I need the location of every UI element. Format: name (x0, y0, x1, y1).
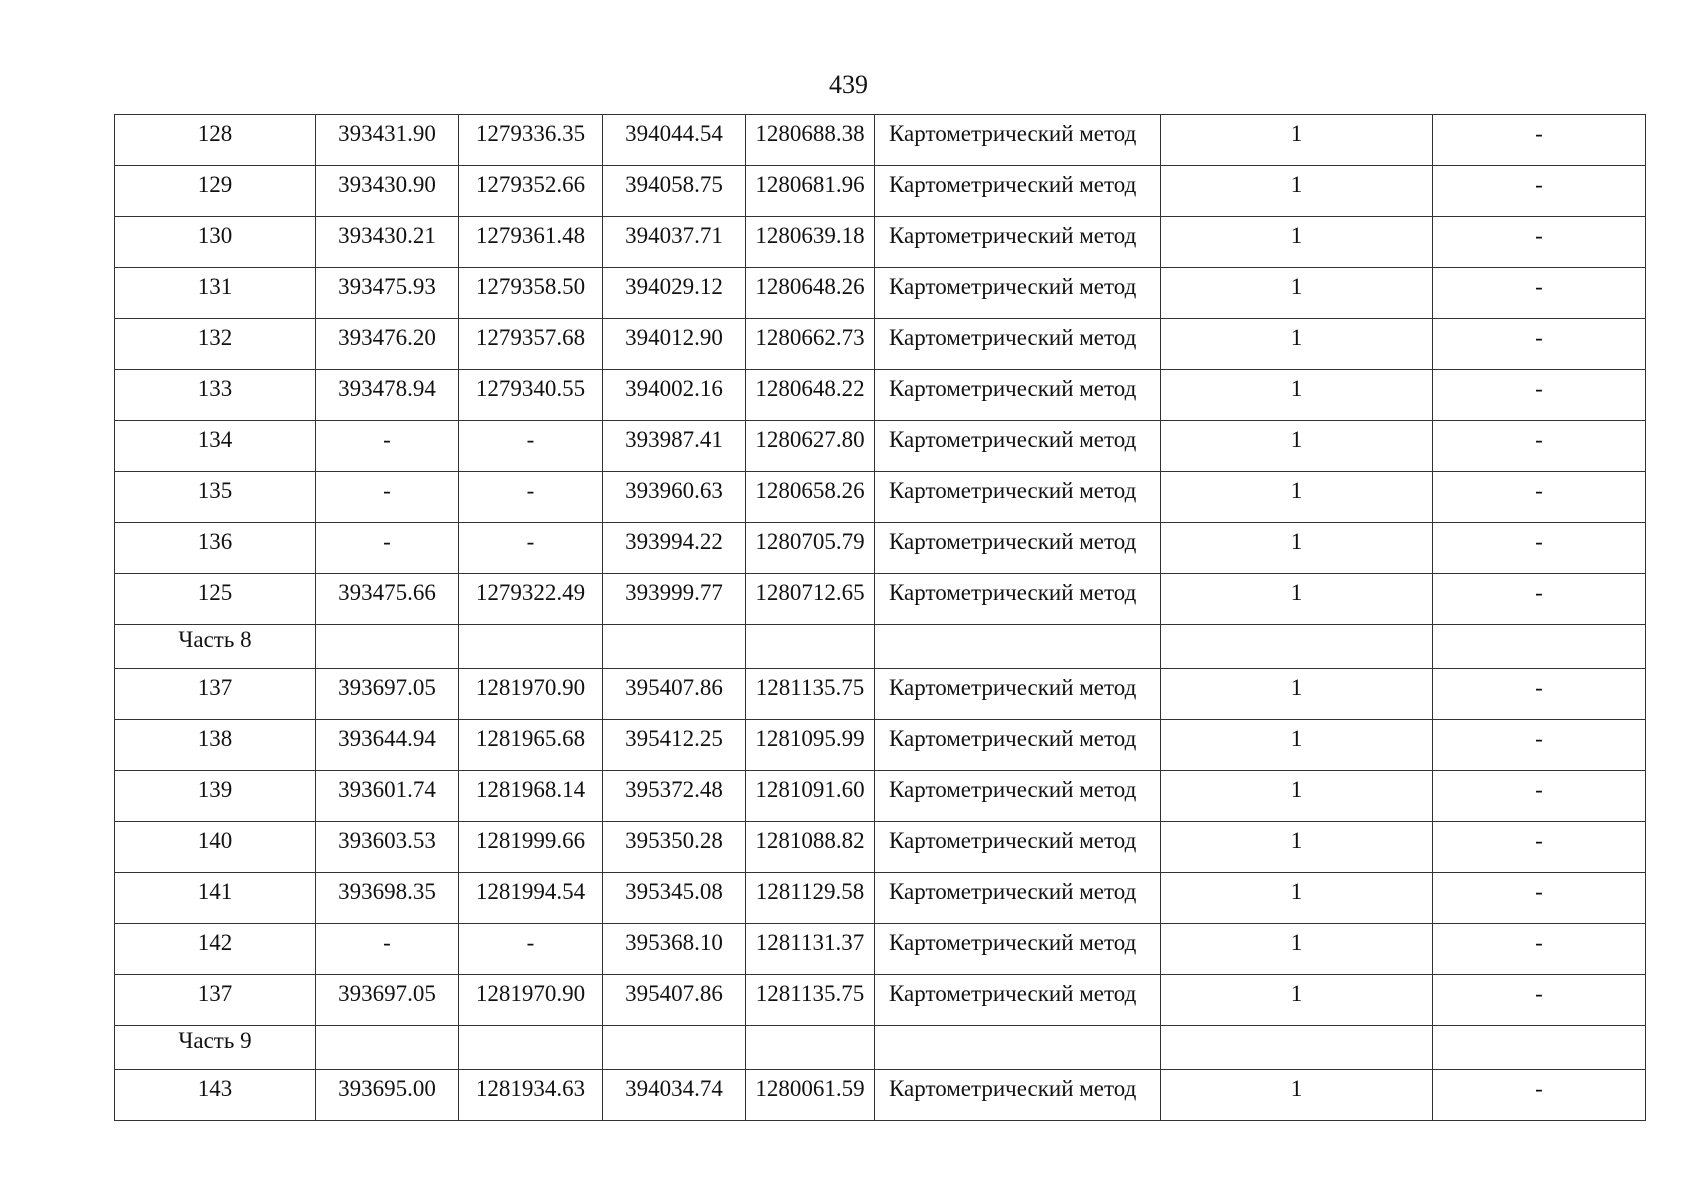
cell-accuracy: 1 (1161, 669, 1433, 720)
cell-method: Картометрический метод (875, 975, 1161, 1026)
cell-method: Картометрический метод (875, 771, 1161, 822)
cell-method: Картометрический метод (875, 924, 1161, 975)
cell-method: Картометрический метод (875, 1070, 1161, 1121)
cell-y-existing: 1281994.54 (459, 873, 603, 924)
cell-x-existing: - (316, 924, 459, 975)
cell-x-existing: - (316, 523, 459, 574)
table-row (115, 822, 1646, 873)
cell-x-new: 394012.90 (603, 319, 746, 370)
cell-method: Картометрический метод (875, 822, 1161, 873)
cell-y-new: 1281088.82 (746, 822, 875, 873)
cell-y-new: 1280627.80 (746, 421, 875, 472)
empty-cell (746, 625, 875, 669)
cell-accuracy: 1 (1161, 975, 1433, 1026)
cell-y-existing: 1279336.35 (459, 115, 603, 166)
cell-y-new: 1280688.38 (746, 115, 875, 166)
cell-point-number: 136 (115, 523, 316, 574)
cell-point-number: 143 (115, 1070, 316, 1121)
cell-method: Картометрический метод (875, 166, 1161, 217)
cell-y-new: 1281135.75 (746, 975, 875, 1026)
empty-cell (1433, 1026, 1646, 1070)
cell-note: - (1433, 319, 1646, 370)
cell-y-existing: 1279352.66 (459, 166, 603, 217)
table-row (115, 771, 1646, 822)
cell-y-new: 1280648.22 (746, 370, 875, 421)
cell-accuracy: 1 (1161, 523, 1433, 574)
cell-point-number: 135 (115, 472, 316, 523)
cell-x-new: 395345.08 (603, 873, 746, 924)
cell-note: - (1433, 1070, 1646, 1121)
table-row (115, 523, 1646, 574)
cell-y-existing: - (459, 924, 603, 975)
cell-accuracy: 1 (1161, 720, 1433, 771)
empty-cell (316, 625, 459, 669)
cell-note: - (1433, 268, 1646, 319)
cell-x-new: 394037.71 (603, 217, 746, 268)
cell-y-existing: 1279361.48 (459, 217, 603, 268)
cell-note: - (1433, 771, 1646, 822)
cell-accuracy: 1 (1161, 574, 1433, 625)
cell-point-number: 137 (115, 669, 316, 720)
coordinates-table (114, 114, 1646, 1121)
empty-cell (875, 1026, 1161, 1070)
section-row (115, 625, 1646, 669)
cell-x-existing: 393430.90 (316, 166, 459, 217)
cell-y-new: 1280662.73 (746, 319, 875, 370)
cell-method: Картометрический метод (875, 115, 1161, 166)
table-row (115, 217, 1646, 268)
cell-y-existing: 1281934.63 (459, 1070, 603, 1121)
cell-x-new: 394002.16 (603, 370, 746, 421)
section-label: Часть 8 (115, 625, 316, 669)
empty-cell (316, 1026, 459, 1070)
cell-point-number: 125 (115, 574, 316, 625)
cell-y-existing: - (459, 472, 603, 523)
cell-accuracy: 1 (1161, 771, 1433, 822)
cell-x-new: 394058.75 (603, 166, 746, 217)
table-row (115, 115, 1646, 166)
page-number: 439 (829, 70, 868, 99)
cell-x-new: 393987.41 (603, 421, 746, 472)
cell-x-existing: - (316, 472, 459, 523)
cell-x-existing: 393601.74 (316, 771, 459, 822)
table-row (115, 975, 1646, 1026)
cell-accuracy: 1 (1161, 115, 1433, 166)
cell-method: Картометрический метод (875, 574, 1161, 625)
cell-x-existing: 393478.94 (316, 370, 459, 421)
cell-x-new: 394029.12 (603, 268, 746, 319)
cell-point-number: 130 (115, 217, 316, 268)
cell-y-existing: - (459, 523, 603, 574)
cell-y-new: 1280658.26 (746, 472, 875, 523)
empty-cell (1433, 625, 1646, 669)
table-row (115, 421, 1646, 472)
cell-x-existing: 393697.05 (316, 975, 459, 1026)
empty-cell (603, 625, 746, 669)
cell-accuracy: 1 (1161, 268, 1433, 319)
cell-y-existing: 1279358.50 (459, 268, 603, 319)
cell-x-new: 395372.48 (603, 771, 746, 822)
cell-x-existing: 393644.94 (316, 720, 459, 771)
cell-x-new: 393960.63 (603, 472, 746, 523)
table-row (115, 669, 1646, 720)
cell-point-number: 131 (115, 268, 316, 319)
cell-method: Картометрический метод (875, 873, 1161, 924)
table-row (115, 574, 1646, 625)
cell-point-number: 129 (115, 166, 316, 217)
cell-note: - (1433, 523, 1646, 574)
cell-y-new: 1280061.59 (746, 1070, 875, 1121)
cell-x-existing: 393698.35 (316, 873, 459, 924)
cell-y-existing: 1281965.68 (459, 720, 603, 771)
cell-accuracy: 1 (1161, 421, 1433, 472)
cell-method: Картометрический метод (875, 523, 1161, 574)
cell-method: Картометрический метод (875, 472, 1161, 523)
cell-y-new: 1280705.79 (746, 523, 875, 574)
cell-y-existing: 1279357.68 (459, 319, 603, 370)
cell-x-existing: 393476.20 (316, 319, 459, 370)
cell-note: - (1433, 669, 1646, 720)
cell-x-new: 395368.10 (603, 924, 746, 975)
cell-note: - (1433, 574, 1646, 625)
cell-x-existing: 393697.05 (316, 669, 459, 720)
cell-x-new: 394044.54 (603, 115, 746, 166)
cell-y-existing: 1281968.14 (459, 771, 603, 822)
table-row (115, 166, 1646, 217)
cell-note: - (1433, 370, 1646, 421)
table-row (115, 873, 1646, 924)
cell-method: Картометрический метод (875, 421, 1161, 472)
cell-accuracy: 1 (1161, 217, 1433, 268)
cell-accuracy: 1 (1161, 1070, 1433, 1121)
cell-point-number: 141 (115, 873, 316, 924)
cell-y-existing: 1281970.90 (459, 669, 603, 720)
cell-x-new: 394034.74 (603, 1070, 746, 1121)
cell-x-existing: - (316, 421, 459, 472)
table-row (115, 319, 1646, 370)
cell-point-number: 140 (115, 822, 316, 873)
cell-x-new: 395350.28 (603, 822, 746, 873)
table-row (115, 472, 1646, 523)
empty-cell (875, 625, 1161, 669)
cell-y-new: 1281095.99 (746, 720, 875, 771)
cell-y-new: 1280681.96 (746, 166, 875, 217)
table-row (115, 1070, 1646, 1121)
cell-accuracy: 1 (1161, 472, 1433, 523)
table-body (115, 115, 1646, 1121)
cell-accuracy: 1 (1161, 166, 1433, 217)
cell-point-number: 139 (115, 771, 316, 822)
cell-x-new: 393994.22 (603, 523, 746, 574)
cell-x-existing: 393475.93 (316, 268, 459, 319)
cell-x-existing: 393431.90 (316, 115, 459, 166)
cell-y-new: 1281135.75 (746, 669, 875, 720)
cell-note: - (1433, 720, 1646, 771)
empty-cell (603, 1026, 746, 1070)
cell-point-number: 138 (115, 720, 316, 771)
table-row (115, 268, 1646, 319)
cell-y-existing: 1281999.66 (459, 822, 603, 873)
cell-method: Картометрический метод (875, 319, 1161, 370)
cell-note: - (1433, 822, 1646, 873)
cell-point-number: 142 (115, 924, 316, 975)
cell-method: Картометрический метод (875, 720, 1161, 771)
cell-point-number: 134 (115, 421, 316, 472)
cell-note: - (1433, 166, 1646, 217)
cell-accuracy: 1 (1161, 319, 1433, 370)
cell-y-existing: - (459, 421, 603, 472)
cell-y-new: 1280639.18 (746, 217, 875, 268)
cell-note: - (1433, 115, 1646, 166)
cell-point-number: 133 (115, 370, 316, 421)
empty-cell (1161, 625, 1433, 669)
table-row (115, 370, 1646, 421)
cell-x-new: 395412.25 (603, 720, 746, 771)
empty-cell (459, 1026, 603, 1070)
cell-y-new: 1281129.58 (746, 873, 875, 924)
cell-note: - (1433, 472, 1646, 523)
cell-x-existing: 393430.21 (316, 217, 459, 268)
cell-x-new: 395407.86 (603, 975, 746, 1026)
empty-cell (459, 625, 603, 669)
cell-x-new: 395407.86 (603, 669, 746, 720)
cell-note: - (1433, 421, 1646, 472)
cell-note: - (1433, 873, 1646, 924)
section-row (115, 1026, 1646, 1070)
cell-note: - (1433, 975, 1646, 1026)
cell-x-existing: 393603.53 (316, 822, 459, 873)
cell-x-existing: 393695.00 (316, 1070, 459, 1121)
cell-note: - (1433, 924, 1646, 975)
cell-method: Картометрический метод (875, 217, 1161, 268)
cell-y-new: 1280712.65 (746, 574, 875, 625)
cell-point-number: 137 (115, 975, 316, 1026)
table-row (115, 720, 1646, 771)
cell-y-existing: 1281970.90 (459, 975, 603, 1026)
cell-y-new: 1281131.37 (746, 924, 875, 975)
cell-method: Картометрический метод (875, 268, 1161, 319)
cell-x-existing: 393475.66 (316, 574, 459, 625)
cell-method: Картометрический метод (875, 370, 1161, 421)
cell-point-number: 132 (115, 319, 316, 370)
cell-method: Картометрический метод (875, 669, 1161, 720)
cell-accuracy: 1 (1161, 822, 1433, 873)
cell-y-existing: 1279322.49 (459, 574, 603, 625)
table-row (115, 924, 1646, 975)
cell-y-new: 1281091.60 (746, 771, 875, 822)
empty-cell (1161, 1026, 1433, 1070)
empty-cell (746, 1026, 875, 1070)
cell-accuracy: 1 (1161, 370, 1433, 421)
cell-y-existing: 1279340.55 (459, 370, 603, 421)
section-label: Часть 9 (115, 1026, 316, 1070)
cell-y-new: 1280648.26 (746, 268, 875, 319)
cell-note: - (1433, 217, 1646, 268)
cell-accuracy: 1 (1161, 873, 1433, 924)
cell-accuracy: 1 (1161, 924, 1433, 975)
cell-point-number: 128 (115, 115, 316, 166)
cell-x-new: 393999.77 (603, 574, 746, 625)
